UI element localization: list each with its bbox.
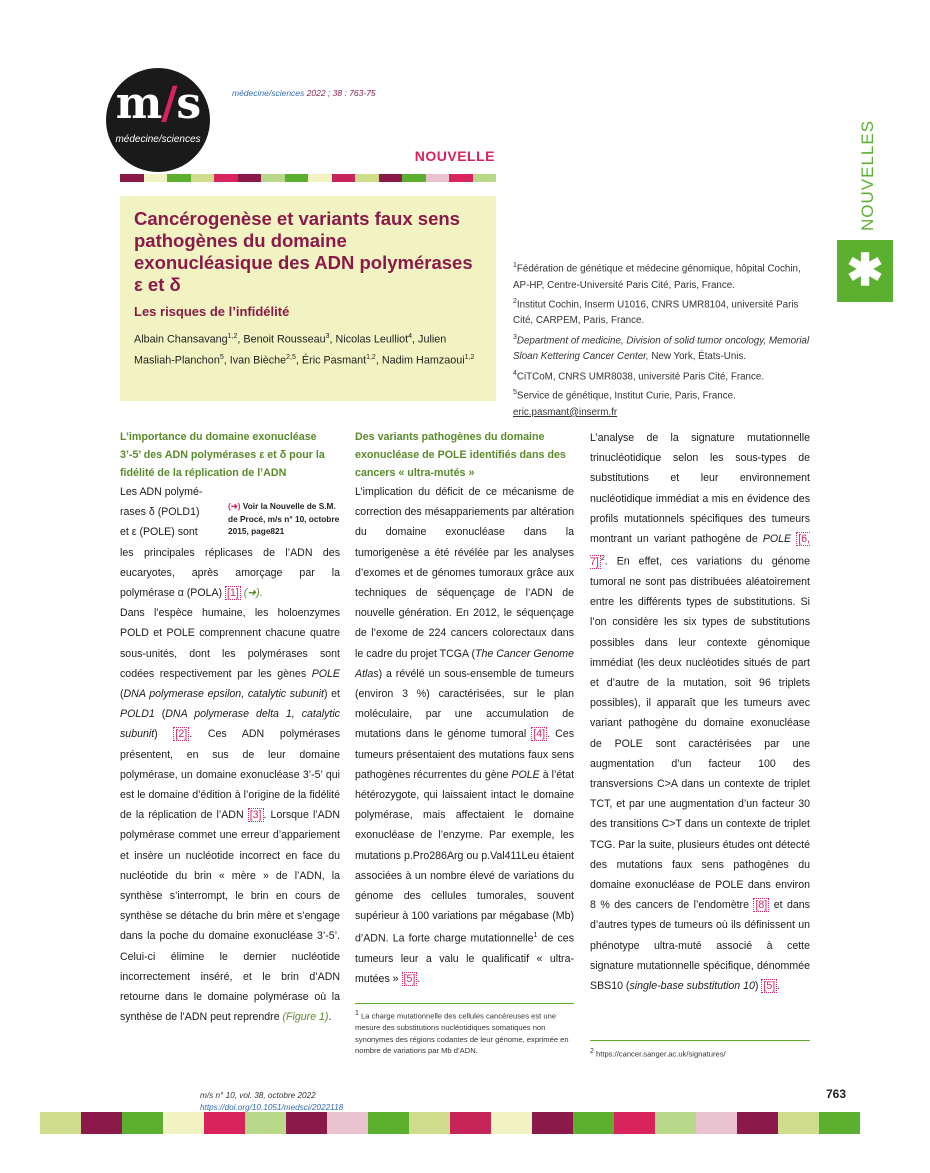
- strip-segment: [144, 174, 168, 182]
- issue-info: m/s n° 10, vol. 38, octobre 2022: [200, 1091, 316, 1100]
- strip-segment: [167, 174, 191, 182]
- article-subtitle: Les risques de l’infidélité: [134, 304, 290, 319]
- strip-segment: [261, 174, 285, 182]
- affiliation-item: $^4$CiTCoM, CNRS UMR8038, université Paris Cité, France.: [513, 369, 765, 382]
- strip-segment: [450, 1112, 491, 1134]
- strip-segment: [191, 174, 215, 182]
- citation-link[interactable]: [3]: [249, 809, 262, 822]
- strip-segment: [40, 1112, 81, 1134]
- footnote-divider: [590, 1040, 810, 1041]
- section-heading-2: Des variants pathogènes du domaine exonucléase de POLE identifiés dans des cancers « ultra-mutés »: [355, 431, 566, 479]
- author-name: Nicolas Leulliot: [335, 333, 409, 346]
- citation-link[interactable]: [5]: [763, 980, 776, 993]
- author-affiliation-mark: 1,2: [464, 353, 475, 361]
- strip-segment: [614, 1112, 655, 1134]
- affiliation-item: $^1$Fédération de génétique et médecine génomique, hôpital Cochin, AP-HP, Centre-Université Paris Cité, Paris, France.: [513, 262, 801, 291]
- strip-segment: [532, 1112, 573, 1134]
- citation-link[interactable]: [1]: [227, 587, 239, 600]
- contact-email[interactable]: eric.pasmant@inserm.fr: [513, 406, 618, 418]
- paragraph-2: Dans l’espèce humaine, les holoenzymes POLD et POLE comprennent chacune quatre sous-unités, dont les polymérases sont codées respectivement par les gènes POLE (DNA polymerase epsilon, catalytic subunit) et POLD1 (DNA polymerase delta 1, catalytic subunit) [2] . Ces ADN polymérases présentent, en sus de leur domaine polymérase, un domaine exonucléase 3’-5’ qui est le domaine d’édition à l’origine de la fidélité de la réplication de l’ADN [3] . Lorsque l’ADN polymérase commet une erreur d’appariement et insère un nucléotide incorrect en face du nucléotide du brin « mère » de l’ADN, la synthèse s’interrompt, le brin en cours de synthèse se détache du brin mère et s’engage dans la poche du domaine exonucléase 3’-5’. Celui-ci élimine le dernier nucléotide incorrectement inséré, et le brin d’ADN retourne dans le domaine polymérase où la synthèse de l’ADN peut reprendre (Figure 1).: [120, 607, 341, 1024]
- affiliation-item: $^2$Institut Cochin, Inserm U1016, CNRS UMR8104, université Paris Cité, CARPEM, Paris, France.: [513, 297, 799, 327]
- author-affiliation-mark: 1,2: [366, 353, 376, 361]
- footnote-1: $^1$ La charge mutationnelle des cellules cancéreuses est une mesure des substitutions nucléotidiques somatiques non synonymes des régions codantes de leur génome, exprimée en nombre de variations par Mb d’ADN.: [355, 1010, 569, 1056]
- page-number: 763: [826, 1087, 847, 1101]
- author-separator: ,: [295, 354, 302, 367]
- strip-segment: [355, 174, 379, 182]
- asterisk-icon: ✱: [837, 240, 893, 302]
- strip-segment: [122, 1112, 163, 1134]
- footer-citation: [200, 1090, 343, 1114]
- author-affiliation-mark: 1,2: [227, 333, 238, 340]
- strip-segment: [286, 1112, 327, 1134]
- section-label: NOUVELLE: [414, 148, 495, 164]
- bottom-color-strip: [40, 1112, 860, 1134]
- section-heading-1: L’importance du domaine exonucléase 3’-5’ des ADN polymérases ε et δ pour la fidélité de la réplication de l’ADN: [120, 431, 325, 479]
- logo-mark: m/s: [115, 78, 201, 129]
- strip-segment: [120, 174, 144, 182]
- side-section-tab: [855, 119, 879, 234]
- citation-link[interactable]: [6, 7]: [590, 533, 810, 568]
- top-color-strip: [120, 174, 496, 182]
- see-also-note: (➜) Voir la Nouvelle de S.M. de Procé, m/s n° 10, octobre 2015, page821: [228, 501, 340, 536]
- author-affiliation-mark: 2,5: [286, 353, 296, 361]
- article-title: Cancérogenèse et variants faux sens pathogènes du domaine exonucléasique des ADN polymérases ε et δ: [134, 208, 473, 295]
- column-3: [590, 428, 810, 996]
- journal-logo: [106, 68, 210, 172]
- column-2: [355, 428, 574, 990]
- author-separator: ,: [329, 333, 336, 346]
- strip-segment: [426, 174, 450, 182]
- strip-segment: [379, 174, 403, 182]
- strip-segment: [308, 174, 332, 182]
- strip-segment: [778, 1112, 819, 1134]
- author-affiliation-mark: 3: [325, 333, 330, 340]
- strip-segment: [81, 1112, 122, 1134]
- strip-segment: [214, 174, 238, 182]
- strip-segment: [163, 1112, 204, 1134]
- paragraph-1: Les ADN polymé- rases δ (POLD1) et ε (POLE) sont les principales réplicases de l’ADN des eucaryotes, après amorçage par la polymérase α (POLA) [1] (➜).: [120, 486, 340, 600]
- author-separator: ,: [412, 333, 419, 346]
- strip-segment: [402, 174, 426, 182]
- footnote-divider: [355, 1003, 574, 1004]
- affiliation-item: $^5$Service de génétique, Institut Curie, Paris, France.: [513, 389, 736, 402]
- author-name: Ivan Bièche: [229, 354, 287, 367]
- author-affiliation-mark: 5: [219, 353, 224, 361]
- cross-reference-arrow[interactable]: (➜).: [240, 587, 263, 600]
- strip-segment: [204, 1112, 245, 1134]
- citation-link[interactable]: [5]: [403, 973, 416, 986]
- strip-segment: [655, 1112, 696, 1134]
- strip-segment: [449, 174, 473, 182]
- footnote-url[interactable]: https://cancer.sanger.ac.uk/signatures/: [593, 1049, 726, 1059]
- strip-segment: [409, 1112, 450, 1134]
- citation-link[interactable]: [8]: [755, 899, 768, 912]
- logo-subtitle: médecine/sciences: [115, 134, 201, 145]
- strip-segment: [368, 1112, 409, 1134]
- journal-reference: médecine/sciences 2022 ; 38 : 763-75: [232, 88, 376, 98]
- figure-link[interactable]: (Figure 1): [282, 1011, 329, 1024]
- paragraph-4: L’analyse de la signature mutationnelle trinucléotidique selon les sous-types de substitutions et leur environnement nucléotidique immédiat a mis en évidence des profils mutationnels spécifiques des tumeurs montrant un variant pathogène de POLE [6, 7] $^2$. En effet, ces variations du génome tumoral ne sont pas distribuées aléatoirement entre les différents types de substitutions. Si l’on considère les six types de substitutions possibles dans leur contexte génomique immédiat (les deux nucléotides situés de part et d’autre de la mutation, soit 96 triplets possibles), il apparaît que les tumeurs avec variant pathogène du domaine exonucléase de POLE sont caractérisées par une augmentation d’un facteur 100 des transversions C>A dans un contexte de triplet TCT, et par une augmentation d’un facteur 30 des transitions C>T dans un contexte de triplet TCG. Par la suite, plusieurs études ont détecté des mutations faux sens pathogènes du domaine exonucléase de POLE dans environ 8 % des cancers de l’endomètre [8] et dans d’autres types de tumeurs où ils définissent un phénotype ultra-muté associé à cette signature mutationnelle spécifique, dénommée SBS10 (single-base substitution 10) [5] .: [590, 432, 810, 993]
- strip-segment: [245, 1112, 286, 1134]
- citation-link[interactable]: [4]: [533, 728, 546, 741]
- arrow-icon: (➜): [228, 501, 241, 511]
- author-name: Julien Masliah-Planchon: [134, 333, 447, 367]
- author-separator: ,: [375, 354, 382, 367]
- strip-segment: [819, 1112, 860, 1134]
- footnote-2: $^2$ https://cancer.sanger.ac.uk/signatures/: [590, 1048, 726, 1059]
- author-list: [134, 328, 489, 369]
- side-section-label: NOUVELLES: [858, 119, 877, 231]
- strip-segment: [332, 174, 356, 182]
- author-name: Benoit Rousseau: [243, 333, 326, 346]
- strip-segment: [491, 1112, 532, 1134]
- strip-segment: [737, 1112, 778, 1134]
- author-separator: ,: [223, 354, 230, 367]
- author-affiliation-mark: 4: [408, 333, 413, 340]
- author-separator: ,: [237, 333, 244, 346]
- strip-segment: [573, 1112, 614, 1134]
- title-box: [120, 196, 496, 401]
- paragraph-3: L’implication du déficit de ce mécanisme de correction des mésappariements par altération du domaine exonucléase dans la tumorigenèse a été révélée par les analyses d’exomes et de génomes tumoraux grâce aux techniques de séquençage de l’ADN de nouvelle génération. En 2012, le séquençage de l’exome de 224 cancers colorectaux dans le cadre du projet TCGA (The Cancer Genome Atlas) a révélé un sous-ensemble de tumeurs (environ 3 %) caractérisées, sur le plan moléculaire, par une accumulation de mutations dans le génome tumoral [4] . Ces tumeurs présentaient des mutations faux sens pathogènes récurrentes du gène POLE à l’état hétérozygote, qui laissaient intact le domaine polymérase, mais affectaient le domaine exonucléase de l’enzyme. Par exemple, les mutations p.Pro286Arg ou p.Val411Leu étaient associées à un nombre élevé de variations du génome des cellules tumorales, souvent supérieur à 100 variations par mégabase (Mb) d’ADN. La forte charge mutationnelle$^1$ de ces tumeurs leur a valu le qualificatif « ultra-mutées » [5] .: [355, 486, 575, 986]
- affiliations: [513, 258, 813, 421]
- strip-segment: [696, 1112, 737, 1134]
- affiliation-item: $^3$Department of medicine, Division of solid tumor oncology, Memorial Sloan Kettering Cancer Center, New York, États-Unis.: [513, 333, 810, 363]
- strip-segment: [285, 174, 309, 182]
- citation-link[interactable]: [2]: [175, 728, 188, 741]
- author-name: Albain Chansavang: [134, 333, 228, 346]
- strip-segment: [238, 174, 262, 182]
- author-name: Éric Pasmant: [301, 354, 367, 367]
- strip-segment: [473, 174, 497, 182]
- doi-link[interactable]: https://doi.org/10.1051/medsci/2022118: [200, 1103, 344, 1112]
- author-name: Nadim Hamzaoui: [381, 354, 465, 367]
- strip-segment: [327, 1112, 368, 1134]
